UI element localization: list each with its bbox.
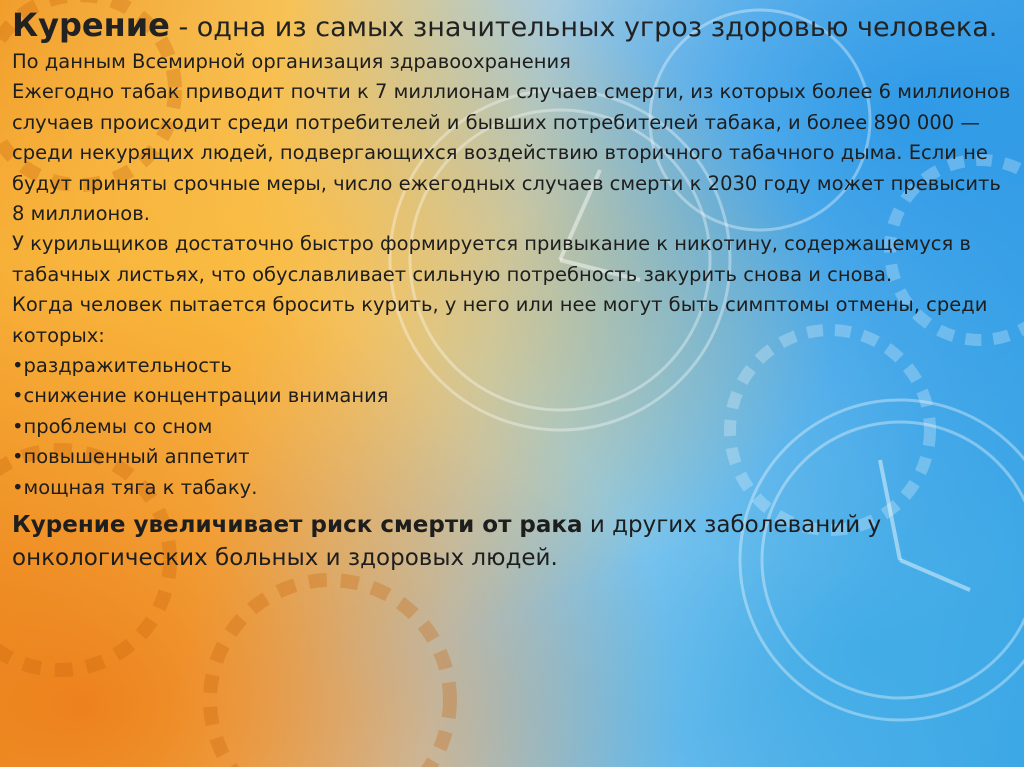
- closing-rest: и других заболеваний у онкологических больных и здоровых людей.: [12, 512, 882, 572]
- mortality-paragraph: Ежегодно табак приводит почти к 7 миллионам случаев смерти, из которых более 6 миллионов случаев происходит среди потребителей и бывших потребителей табака, и более 890 000 — среди некурящих людей, подвергающихся воздействию вторичного табачного дыма. Если не будут приняты срочные меры, число ежегодных случаев смерти к 2030 году может превысить 8 миллионов.: [12, 80, 1011, 226]
- closing-bold: Курение увеличивает риск смерти от рака: [12, 512, 583, 539]
- list-item: •повышенный аппетит: [12, 445, 250, 469]
- who-source-line: По данным Всемирной организация здравоохранения: [12, 50, 571, 73]
- slide-content: [12, 6, 1012, 575]
- heading-rest: - одна из самых значительных угроз здоровью человека.: [169, 12, 998, 43]
- list-item: •снижение концентрации внимания: [12, 384, 389, 408]
- withdrawal-symptoms-list: [12, 351, 1012, 503]
- list-item: •раздражительность: [12, 354, 232, 378]
- slide-heading: [12, 6, 1012, 47]
- closing-statement: [12, 509, 1012, 575]
- list-item: •проблемы со сном: [12, 414, 213, 438]
- withdrawal-intro: Когда человек пытается бросить курить, у него или нее могут быть симптомы отмены, среди которых:: [12, 293, 988, 347]
- list-item: •мощная тяга к табаку.: [12, 475, 258, 499]
- addiction-paragraph: У курильщиков достаточно быстро формируется привыкание к никотину, содержащемуся в табачных листьях, что обуславливает сильную потребность закурить снова и снова.: [12, 232, 971, 286]
- heading-bold: Курение: [12, 6, 170, 44]
